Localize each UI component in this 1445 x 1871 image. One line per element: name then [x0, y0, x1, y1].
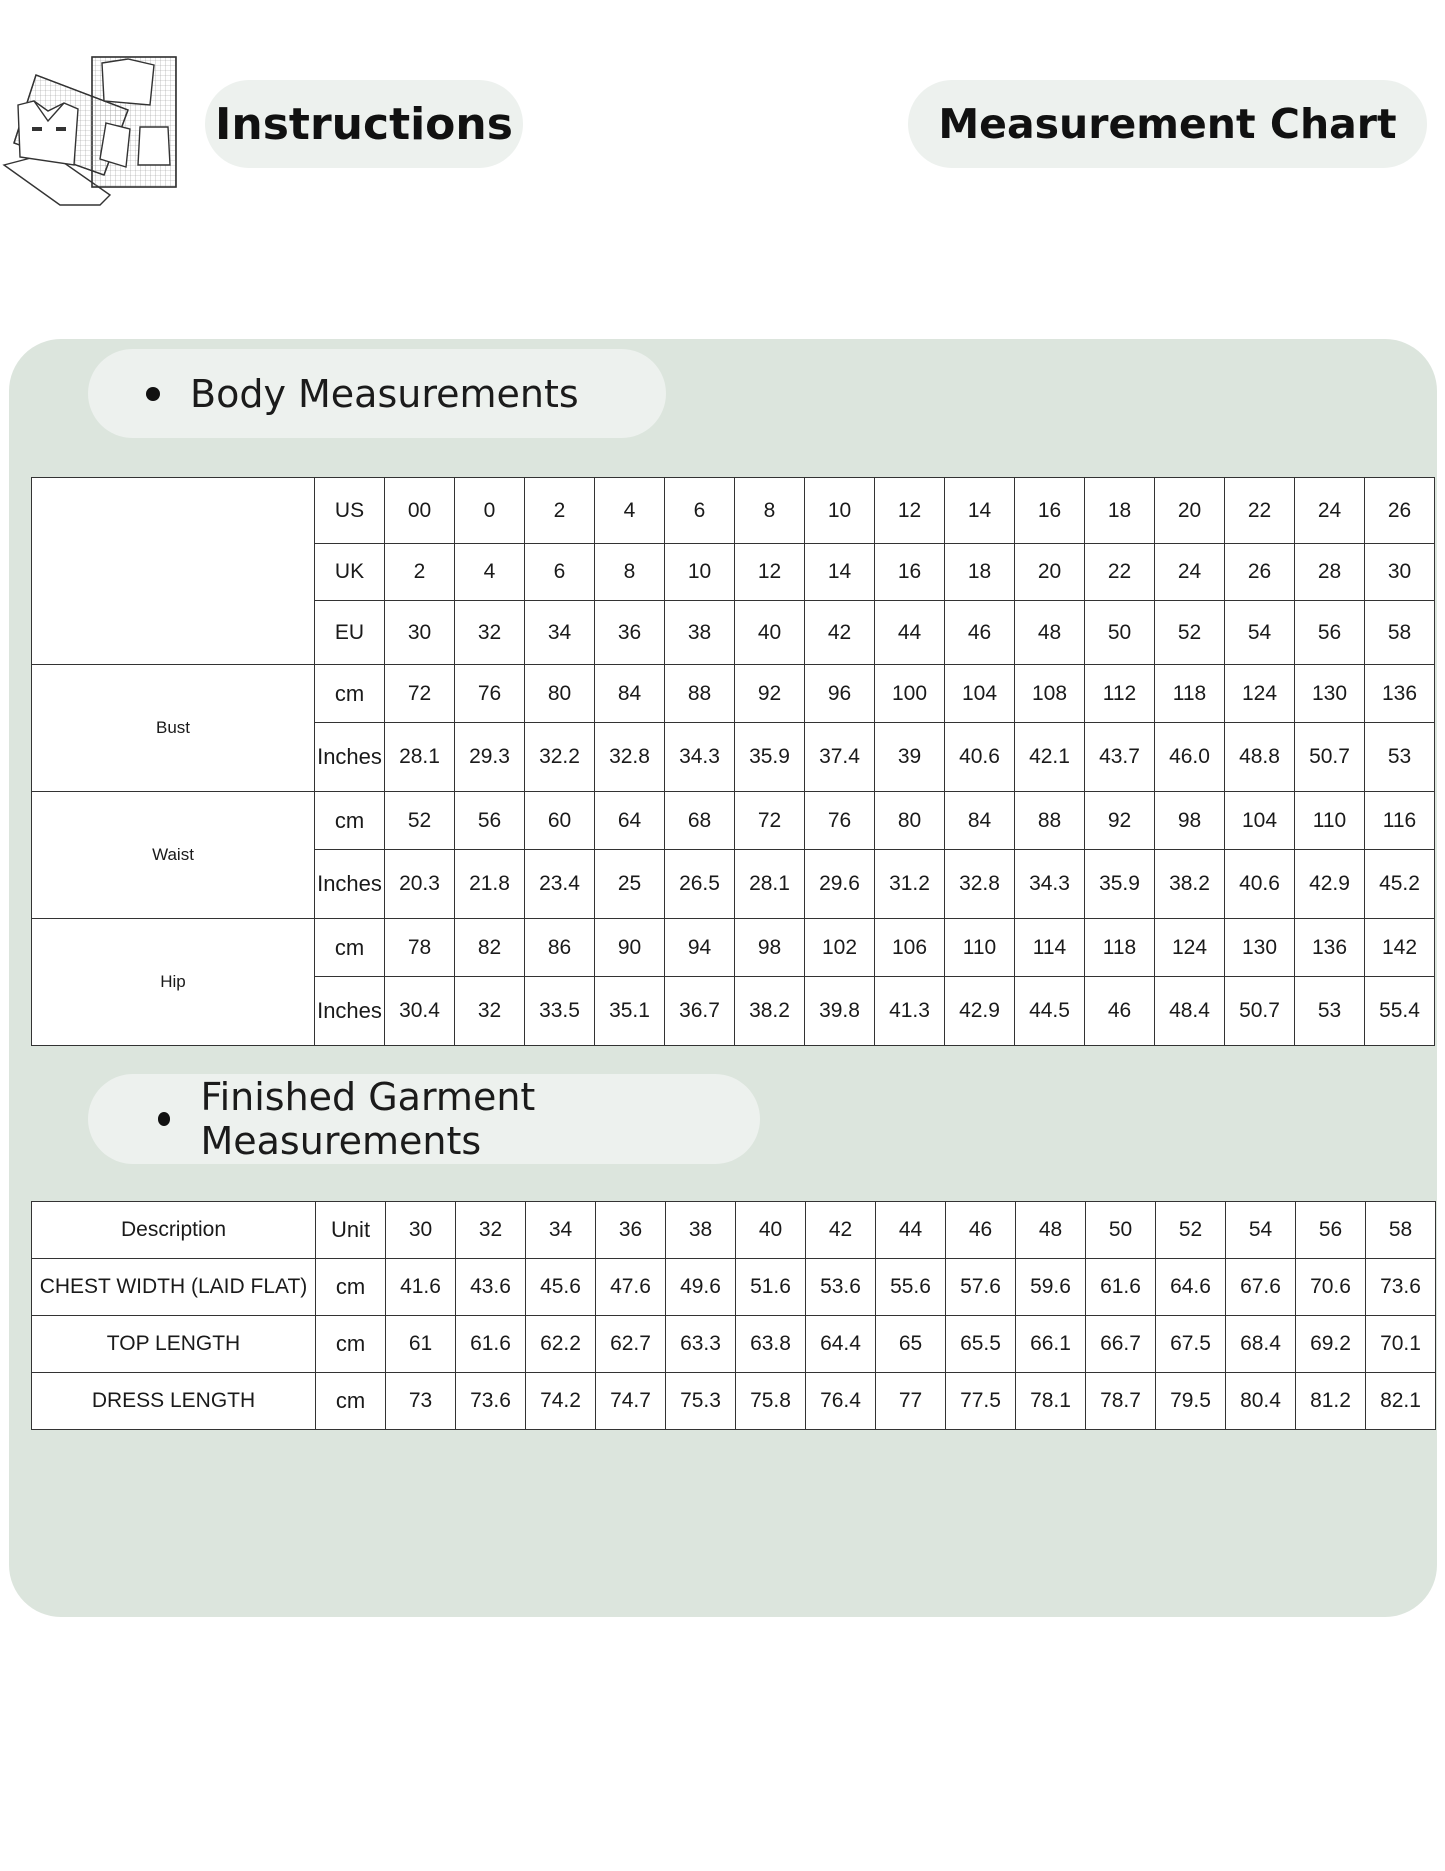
garment-header-row: [32, 1202, 1436, 1259]
size-header-cell: 56: [1296, 1202, 1366, 1259]
size-value-cell: 8: [595, 544, 665, 601]
garment-value-cell: 77: [876, 1373, 946, 1430]
size-header-cell: 34: [526, 1202, 596, 1259]
garment-value-cell: 68.4: [1226, 1316, 1296, 1373]
size-value-cell: 48: [1015, 601, 1085, 665]
size-value-cell: 6: [525, 544, 595, 601]
size-value-cell: 26: [1365, 478, 1435, 544]
size-value-cell: 56: [1295, 601, 1365, 665]
cm-value-cell: 110: [945, 919, 1015, 977]
size-value-cell: 24: [1295, 478, 1365, 544]
size-value-cell: 26: [1225, 544, 1295, 601]
size-value-cell: 18: [1085, 478, 1155, 544]
unit-cm-label: cm: [315, 919, 385, 977]
inches-value-cell: 45.2: [1365, 850, 1435, 919]
inches-value-cell: 35.9: [1085, 850, 1155, 919]
size-value-cell: 2: [385, 544, 455, 601]
garment-value-cell: 74.2: [526, 1373, 596, 1430]
inches-value-cell: 35.9: [735, 723, 805, 792]
inches-value-cell: 37.4: [805, 723, 875, 792]
inches-value-cell: 42.9: [1295, 850, 1365, 919]
table-corner-cell: [32, 478, 315, 665]
unit-inches-label: Inches: [315, 977, 385, 1046]
size-value-cell: 44: [875, 601, 945, 665]
measurement-cm-row: [32, 665, 1435, 723]
size-header-cell: 50: [1086, 1202, 1156, 1259]
garment-value-cell: 74.7: [596, 1373, 666, 1430]
garment-value-cell: 75.3: [666, 1373, 736, 1430]
cm-value-cell: 90: [595, 919, 665, 977]
size-value-cell: 20: [1015, 544, 1085, 601]
garment-value-cell: 69.2: [1296, 1316, 1366, 1373]
inches-value-cell: 46: [1085, 977, 1155, 1046]
inches-value-cell: 38.2: [735, 977, 805, 1046]
garment-value-cell: 62.2: [526, 1316, 596, 1373]
size-system-label: UK: [315, 544, 385, 601]
garment-value-cell: 61: [386, 1316, 456, 1373]
cm-value-cell: 118: [1085, 919, 1155, 977]
cm-value-cell: 130: [1295, 665, 1365, 723]
measurement-name: Bust: [32, 665, 315, 792]
size-value-cell: 42: [805, 601, 875, 665]
cm-value-cell: 96: [805, 665, 875, 723]
size-value-cell: 22: [1225, 478, 1295, 544]
size-value-cell: 32: [455, 601, 525, 665]
size-header-cell: 54: [1226, 1202, 1296, 1259]
inches-value-cell: 50.7: [1225, 977, 1295, 1046]
cm-value-cell: 112: [1085, 665, 1155, 723]
inches-value-cell: 43.7: [1085, 723, 1155, 792]
inches-value-cell: 46.0: [1155, 723, 1225, 792]
size-header-cell: 38: [666, 1202, 736, 1259]
size-value-cell: 14: [945, 478, 1015, 544]
cm-value-cell: 60: [525, 792, 595, 850]
inches-value-cell: 23.4: [525, 850, 595, 919]
measurement-chart-title: Measurement Chart: [908, 80, 1427, 168]
garment-value-cell: 65: [876, 1316, 946, 1373]
inches-value-cell: 29.6: [805, 850, 875, 919]
size-header-cell: 52: [1156, 1202, 1226, 1259]
cm-value-cell: 86: [525, 919, 595, 977]
size-header-cell: 36: [596, 1202, 666, 1259]
garment-value-cell: 78.7: [1086, 1373, 1156, 1430]
garment-value-cell: 67.6: [1226, 1259, 1296, 1316]
garment-value-cell: 47.6: [596, 1259, 666, 1316]
garment-value-cell: 75.8: [736, 1373, 806, 1430]
cm-value-cell: 84: [945, 792, 1015, 850]
size-value-cell: 16: [1015, 478, 1085, 544]
inches-value-cell: 32: [455, 977, 525, 1046]
size-value-cell: 30: [1365, 544, 1435, 601]
instructions-title: Instructions: [205, 80, 523, 168]
size-value-cell: 52: [1155, 601, 1225, 665]
inches-value-cell: 36.7: [665, 977, 735, 1046]
garment-value-cell: 73: [386, 1373, 456, 1430]
inches-value-cell: 41.3: [875, 977, 945, 1046]
size-value-cell: 16: [875, 544, 945, 601]
inches-value-cell: 28.1: [385, 723, 455, 792]
garment-unit: cm: [316, 1373, 386, 1430]
inches-value-cell: 48.4: [1155, 977, 1225, 1046]
garment-value-cell: 80.4: [1226, 1373, 1296, 1430]
size-header-cell: 46: [946, 1202, 1016, 1259]
garment-value-cell: 70.6: [1296, 1259, 1366, 1316]
garment-value-cell: 76.4: [806, 1373, 876, 1430]
size-value-cell: 40: [735, 601, 805, 665]
garment-value-cell: 73.6: [456, 1373, 526, 1430]
size-value-cell: 50: [1085, 601, 1155, 665]
cm-value-cell: 108: [1015, 665, 1085, 723]
cm-value-cell: 136: [1295, 919, 1365, 977]
size-header-cell: 30: [386, 1202, 456, 1259]
garment-value-cell: 73.6: [1366, 1259, 1436, 1316]
cm-value-cell: 76: [455, 665, 525, 723]
size-value-cell: 22: [1085, 544, 1155, 601]
cm-value-cell: 72: [385, 665, 455, 723]
cm-value-cell: 84: [595, 665, 665, 723]
measurement-name: Hip: [32, 919, 315, 1046]
inches-value-cell: 33.5: [525, 977, 595, 1046]
size-value-cell: 18: [945, 544, 1015, 601]
garment-value-cell: 82.1: [1366, 1373, 1436, 1430]
cm-value-cell: 98: [1155, 792, 1225, 850]
body-measurements-table: [31, 477, 1435, 1046]
size-system-label: EU: [315, 601, 385, 665]
size-value-cell: 4: [595, 478, 665, 544]
cm-value-cell: 52: [385, 792, 455, 850]
garment-value-cell: 62.7: [596, 1316, 666, 1373]
inches-value-cell: 34.3: [665, 723, 735, 792]
garment-value-cell: 63.8: [736, 1316, 806, 1373]
inches-value-cell: 34.3: [1015, 850, 1085, 919]
garment-value-cell: 45.6: [526, 1259, 596, 1316]
bullet-icon: [158, 1112, 170, 1126]
inches-value-cell: 38.2: [1155, 850, 1225, 919]
size-value-cell: 36: [595, 601, 665, 665]
inches-value-cell: 29.3: [455, 723, 525, 792]
size-value-cell: 12: [735, 544, 805, 601]
size-value-cell: 58: [1365, 601, 1435, 665]
cm-value-cell: 68: [665, 792, 735, 850]
garment-value-cell: 51.6: [736, 1259, 806, 1316]
inches-value-cell: 40.6: [1225, 850, 1295, 919]
inches-value-cell: 32.8: [945, 850, 1015, 919]
cm-value-cell: 56: [455, 792, 525, 850]
bullet-icon: [146, 387, 160, 401]
inches-value-cell: 53: [1365, 723, 1435, 792]
garment-value-cell: 59.6: [1016, 1259, 1086, 1316]
unit-inches-label: Inches: [315, 850, 385, 919]
inches-value-cell: 21.8: [455, 850, 525, 919]
garment-unit: cm: [316, 1259, 386, 1316]
cm-value-cell: 72: [735, 792, 805, 850]
measurement-name: Waist: [32, 792, 315, 919]
size-value-cell: 28: [1295, 544, 1365, 601]
inches-value-cell: 42.1: [1015, 723, 1085, 792]
size-value-cell: 34: [525, 601, 595, 665]
size-value-cell: 2: [525, 478, 595, 544]
garment-value-cell: 81.2: [1296, 1373, 1366, 1430]
inches-value-cell: 31.2: [875, 850, 945, 919]
inches-value-cell: 42.9: [945, 977, 1015, 1046]
unit-cm-label: cm: [315, 665, 385, 723]
inches-value-cell: 53: [1295, 977, 1365, 1046]
unit-header: Unit: [316, 1202, 386, 1259]
size-value-cell: 30: [385, 601, 455, 665]
inches-value-cell: 50.7: [1295, 723, 1365, 792]
cm-value-cell: 92: [735, 665, 805, 723]
cm-value-cell: 142: [1365, 919, 1435, 977]
inches-value-cell: 32.8: [595, 723, 665, 792]
cm-value-cell: 106: [875, 919, 945, 977]
garment-value-cell: 43.6: [456, 1259, 526, 1316]
cm-value-cell: 76: [805, 792, 875, 850]
garment-value-cell: 41.6: [386, 1259, 456, 1316]
size-value-cell: 10: [805, 478, 875, 544]
cm-value-cell: 88: [1015, 792, 1085, 850]
size-header-cell: 40: [736, 1202, 806, 1259]
cm-value-cell: 82: [455, 919, 525, 977]
garment-unit: cm: [316, 1316, 386, 1373]
cm-value-cell: 64: [595, 792, 665, 850]
inches-value-cell: 35.1: [595, 977, 665, 1046]
cm-value-cell: 104: [945, 665, 1015, 723]
size-value-cell: 8: [735, 478, 805, 544]
garment-value-cell: 61.6: [1086, 1259, 1156, 1316]
garment-value-cell: 64.4: [806, 1316, 876, 1373]
inches-value-cell: 39: [875, 723, 945, 792]
garment-value-cell: 78.1: [1016, 1373, 1086, 1430]
cm-value-cell: 124: [1155, 919, 1225, 977]
cm-value-cell: 102: [805, 919, 875, 977]
garment-value-cell: 66.1: [1016, 1316, 1086, 1373]
garment-value-cell: 49.6: [666, 1259, 736, 1316]
garment-measurements-table: [31, 1201, 1436, 1430]
size-header-cell: 58: [1366, 1202, 1436, 1259]
size-value-cell: 00: [385, 478, 455, 544]
garment-value-cell: 57.6: [946, 1259, 1016, 1316]
size-value-cell: 24: [1155, 544, 1225, 601]
garment-value-cell: 77.5: [946, 1373, 1016, 1430]
garment-value-cell: 64.6: [1156, 1259, 1226, 1316]
cm-value-cell: 130: [1225, 919, 1295, 977]
cm-value-cell: 98: [735, 919, 805, 977]
garment-row: [32, 1373, 1436, 1430]
garment-row: [32, 1316, 1436, 1373]
inches-value-cell: 25: [595, 850, 665, 919]
inches-value-cell: 28.1: [735, 850, 805, 919]
inches-value-cell: 55.4: [1365, 977, 1435, 1046]
cm-value-cell: 88: [665, 665, 735, 723]
inches-value-cell: 39.8: [805, 977, 875, 1046]
measurement-cm-row: [32, 792, 1435, 850]
body-measurements-heading: [88, 349, 666, 438]
size-system-label: US: [315, 478, 385, 544]
size-value-cell: 38: [665, 601, 735, 665]
cm-value-cell: 116: [1365, 792, 1435, 850]
sewing-pattern-logo-icon: [0, 55, 180, 210]
cm-value-cell: 94: [665, 919, 735, 977]
size-value-cell: 12: [875, 478, 945, 544]
garment-measurements-heading: [88, 1074, 760, 1164]
size-header-cell: 48: [1016, 1202, 1086, 1259]
garment-value-cell: 79.5: [1156, 1373, 1226, 1430]
inches-value-cell: 30.4: [385, 977, 455, 1046]
garment-description: DRESS LENGTH: [32, 1373, 316, 1430]
size-value-cell: 10: [665, 544, 735, 601]
size-value-cell: 0: [455, 478, 525, 544]
garment-value-cell: 67.5: [1156, 1316, 1226, 1373]
cm-value-cell: 110: [1295, 792, 1365, 850]
size-header-cell: 42: [806, 1202, 876, 1259]
garment-value-cell: 65.5: [946, 1316, 1016, 1373]
size-row: [32, 478, 1435, 544]
inches-value-cell: 26.5: [665, 850, 735, 919]
inches-value-cell: 44.5: [1015, 977, 1085, 1046]
garment-value-cell: 70.1: [1366, 1316, 1436, 1373]
size-value-cell: 20: [1155, 478, 1225, 544]
description-header: Description: [32, 1202, 316, 1259]
cm-value-cell: 104: [1225, 792, 1295, 850]
inches-value-cell: 40.6: [945, 723, 1015, 792]
size-value-cell: 54: [1225, 601, 1295, 665]
unit-cm-label: cm: [315, 792, 385, 850]
inches-value-cell: 20.3: [385, 850, 455, 919]
size-value-cell: 46: [945, 601, 1015, 665]
garment-measurements-title: Finished Garment Measurements: [200, 1075, 536, 1163]
cm-value-cell: 118: [1155, 665, 1225, 723]
size-value-cell: 6: [665, 478, 735, 544]
garment-value-cell: 53.6: [806, 1259, 876, 1316]
size-value-cell: 4: [455, 544, 525, 601]
cm-value-cell: 92: [1085, 792, 1155, 850]
cm-value-cell: 124: [1225, 665, 1295, 723]
garment-value-cell: 61.6: [456, 1316, 526, 1373]
measurement-cm-row: [32, 919, 1435, 977]
garment-value-cell: 55.6: [876, 1259, 946, 1316]
size-header-cell: 32: [456, 1202, 526, 1259]
cm-value-cell: 80: [525, 665, 595, 723]
garment-value-cell: 66.7: [1086, 1316, 1156, 1373]
garment-value-cell: 63.3: [666, 1316, 736, 1373]
garment-description: TOP LENGTH: [32, 1316, 316, 1373]
cm-value-cell: 78: [385, 919, 455, 977]
cm-value-cell: 80: [875, 792, 945, 850]
size-header-cell: 44: [876, 1202, 946, 1259]
inches-value-cell: 48.8: [1225, 723, 1295, 792]
inches-value-cell: 32.2: [525, 723, 595, 792]
unit-inches-label: Inches: [315, 723, 385, 792]
garment-row: [32, 1259, 1436, 1316]
cm-value-cell: 100: [875, 665, 945, 723]
body-measurements-title: Body Measurements: [190, 371, 579, 416]
size-value-cell: 14: [805, 544, 875, 601]
garment-description: CHEST WIDTH (LAID FLAT): [32, 1259, 316, 1316]
cm-value-cell: 136: [1365, 665, 1435, 723]
cm-value-cell: 114: [1015, 919, 1085, 977]
